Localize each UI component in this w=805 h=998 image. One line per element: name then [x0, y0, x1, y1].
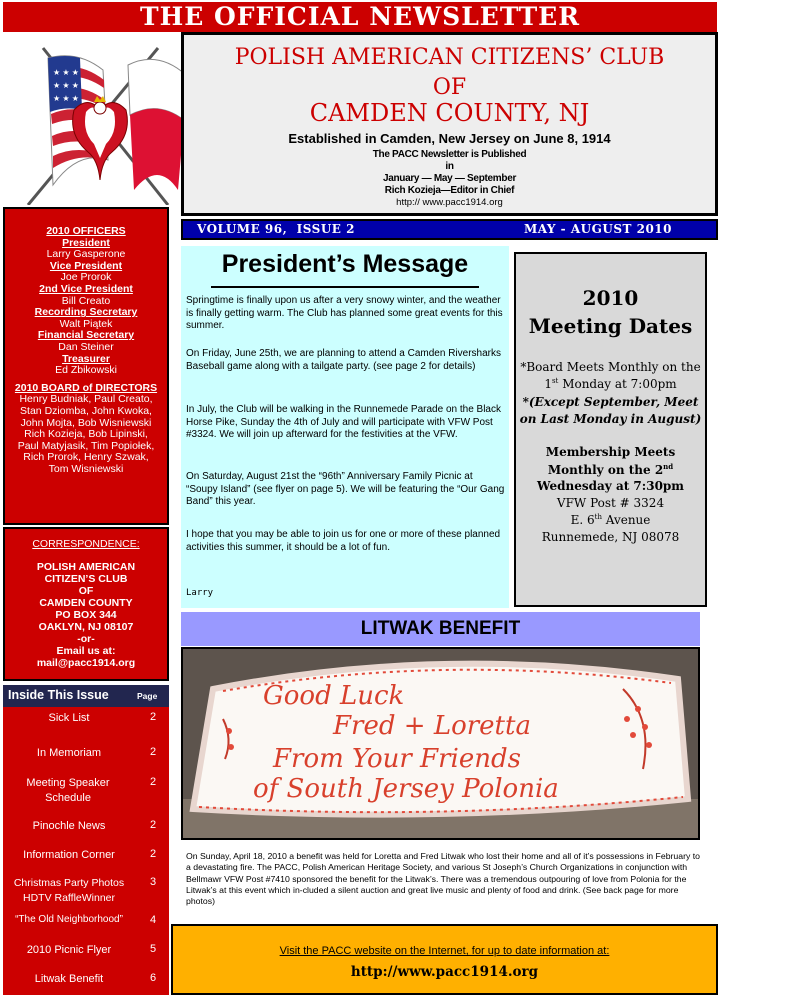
published-line-1: The PACC Newsletter is Published — [372, 149, 527, 160]
officer-name: John Mojta, Bob Wisniewski — [20, 416, 152, 429]
address-line: CAMDEN COUNTY — [39, 597, 133, 609]
toc-item-information-corner[interactable]: Information Corner — [23, 849, 115, 861]
cake-inscription: Fred + Loretta — [333, 711, 531, 741]
officer-role-heading: Financial Secretary — [37, 329, 135, 342]
published-line-2: in — [445, 161, 454, 172]
inside-page-label: Page — [137, 691, 158, 701]
toc-item-old-neighborhood[interactable]: “The Old Neighborhood” — [15, 914, 123, 925]
volume-issue: VOLUME 96, ISSUE 2 — [197, 222, 355, 236]
address-line: OF — [78, 585, 94, 597]
presidents-message-title: President’s Message — [221, 250, 469, 278]
address-line: CITIZEN’S CLUB — [44, 573, 128, 585]
message-paragraph: Springtime is finally upon us after a very snowy winter, and the weather is finally getting warm. The Club has planned some great events for this summer. — [186, 295, 503, 331]
toc-item-litwak-benefit[interactable]: Litwak Benefit — [34, 973, 104, 985]
cake-inscription: From Your Friends — [273, 744, 521, 774]
address-line: OAKLYN, NJ 08107 — [38, 621, 134, 633]
litwak-caption: On Sunday, April 18, 2010 a benefit was held for Loretta and Fred Litwak who lost their home and all of it’s possessions in February to a devastating fire. The PACC, Polish American Heritage Society, and various St Joseph’s Church Organizations in conjunction with Bellmawr VFW Post #7410 sponsored the benefit for the Litwak’s. There was a tremendous outpouring of love from Polonia for the Litwak’s at this event which in-cluded a silent auction and great live music and plenty of food and drink. (See back page for more photos) — [186, 851, 700, 907]
officer-name: Tom Wisniewski — [48, 462, 124, 475]
toc-item-meeting-speaker[interactable]: Meeting Speaker Schedule — [26, 777, 110, 804]
litwak-benefit-header — [181, 612, 700, 646]
correspondence-address — [5, 561, 167, 669]
officer-role-heading: 2010 OFFICERS — [46, 225, 126, 237]
editor-line: Rich Kozieja—Editor in Chief — [384, 185, 515, 196]
address-line: PO BOX 344 — [55, 609, 117, 621]
inside-this-issue-panel — [3, 685, 169, 995]
newsletter-banner — [3, 2, 717, 32]
cake-photo — [181, 647, 700, 840]
flags-emblem-image — [8, 40, 193, 205]
membership-line-3: Wednesday at 7:30pm — [536, 479, 685, 493]
toc-page: 5 — [149, 943, 157, 955]
crossed-flags-icon — [8, 40, 193, 205]
meeting-year: 2010 — [582, 286, 639, 310]
message-paragraph: On Saturday, August 21st the “96th” Anniversary Family Picnic at “Soupy Island” (see flyer on page 5). We will be featuring the “Our Gang Band” this year. — [186, 471, 505, 507]
membership-line-1: Membership Meets — [545, 445, 676, 459]
toc-page: 2 — [149, 711, 157, 723]
officer-name: Walt Piątek — [59, 317, 113, 330]
toc-item-pinochle[interactable]: Pinochle News — [32, 820, 106, 832]
membership-line-2: Monthly on the 2nd — [547, 462, 674, 477]
header-website-link[interactable]: http:// www.pacc1914.org — [396, 197, 503, 208]
toc-page: 2 — [149, 819, 157, 831]
officer-name: Dan Steiner — [58, 340, 114, 353]
footer-website-link[interactable]: http://www.pacc1914.org — [350, 964, 539, 980]
officer-name: Rich Kozieja, Bob Lipinski, — [24, 428, 148, 441]
toc-item-picnic-flyer[interactable]: 2010 Picnic Flyer — [26, 944, 112, 956]
toc-page: 2 — [149, 746, 157, 758]
banner-title: THE OFFICIAL NEWSLETTER — [139, 2, 581, 31]
officer-role-heading: Treasurer — [62, 352, 110, 365]
toc-item-sick-list[interactable]: Sick List — [48, 712, 90, 724]
litwak-title: LITWAK BENEFIT — [360, 618, 521, 639]
svg-text:★ ★ ★: ★ ★ ★ — [53, 81, 79, 90]
board-line-2: 1st Monday at 7:00pm — [544, 377, 677, 391]
address-line: POLISH AMERICAN — [36, 561, 136, 573]
inside-header — [3, 685, 169, 707]
toc-page: 2 — [149, 776, 157, 788]
toc-page: 4 — [149, 914, 157, 926]
footer-visit-text: Visit the PACC website on the Internet, for up to date information at: — [279, 945, 610, 957]
published-months: January — May — September — [382, 173, 517, 184]
officer-role-heading: 2010 BOARD of DIRECTORS — [14, 381, 158, 394]
club-name-of: OF — [432, 75, 467, 100]
toc-page: 6 — [149, 972, 157, 984]
title-underline — [211, 286, 479, 288]
inside-title: Inside This Issue — [8, 688, 109, 702]
officer-role-heading: Vice President — [49, 259, 123, 272]
officer-role-heading: President — [62, 236, 110, 249]
meeting-dates-panel — [514, 252, 707, 607]
officer-name: Stan Dziomba, John Kwoka, — [20, 404, 152, 417]
cake-inscription: Good Luck — [263, 681, 405, 711]
volume-issue-bar — [181, 219, 718, 240]
cake-image — [183, 649, 698, 838]
officer-role-heading: 2nd Vice President — [39, 282, 133, 295]
message-paragraph: On Friday, June 25th, we are planning to attend a Camden Riversharks Baseball game along with a tailgate party. (see page 2 for details) — [186, 348, 501, 372]
presidents-message — [181, 246, 509, 608]
toc-page: 2 — [149, 848, 157, 860]
svg-text:★ ★ ★: ★ ★ ★ — [53, 68, 79, 77]
board-line-1: *Board Meets Monthly on the — [520, 360, 701, 374]
cake-inscription: of South Jersey Polonia — [253, 774, 559, 804]
correspondence-title: CORRESPONDENCE: — [32, 538, 140, 550]
officers-list — [5, 209, 167, 475]
meeting-dates-title: Meeting Dates — [528, 314, 693, 338]
except-line-2: on Last Monday in August) — [519, 412, 702, 426]
officer-name: Joe Prorok — [60, 271, 112, 284]
location-line-2: E. 6th Avenue — [570, 513, 651, 527]
website-footer — [171, 924, 718, 995]
club-county: CAMDEN COUNTY, NJ — [309, 99, 590, 127]
message-paragraph: I hope that you may be able to join us for one or more of these planned activities this summer, it should be a lot of fun. — [186, 529, 501, 553]
location-line-3: Runnemede, NJ 08078 — [541, 530, 680, 544]
email-link[interactable]: mail@pacc1914.org — [36, 657, 136, 669]
officer-name: Bill Creato — [61, 294, 111, 307]
correspondence-panel — [3, 527, 169, 681]
issue-date-range: MAY - AUGUST 2010 — [523, 222, 672, 236]
established-line: Established in Camden, New Jersey on June 8, 1914 — [288, 131, 611, 146]
except-line-1: *(Except September, Meet — [522, 395, 699, 409]
toc-item-in-memoriam[interactable]: In Memoriam — [36, 747, 102, 759]
signature: Larry — [186, 588, 214, 598]
officer-name: Paul Matyjasik, Tim Popiołek, — [17, 439, 155, 452]
address-line: Email us at: — [56, 645, 116, 657]
toc-item-christmas-party[interactable]: Christmas Party Photos HDTV RaffleWinner — [13, 877, 125, 904]
svg-text:★ ★ ★: ★ ★ ★ — [53, 94, 79, 103]
toc-page: 3 — [149, 876, 157, 888]
club-name: POLISH AMERICAN CITIZENS’ CLUB — [234, 45, 665, 70]
officer-role-heading: Recording Secretary — [34, 306, 138, 319]
officer-name: Rich Prorok, Henry Szwak, — [23, 451, 149, 464]
officer-name: Ed Zbikowski — [55, 364, 117, 377]
address-line: -or- — [77, 633, 95, 645]
club-header — [181, 32, 718, 216]
officer-name: Henry Budniak, Paul Creato, — [19, 393, 153, 406]
officer-name: Larry Gasperone — [46, 248, 126, 261]
location-line-1: VFW Post # 3324 — [556, 496, 665, 510]
officers-panel — [3, 207, 169, 525]
message-paragraph: In July, the Club will be walking in the Runnemede Parade on the Black Horse Pike, Sunday the 4th of July and will participate with VFW Post #3324. We will join up afterward for the festivities at the VFW. — [186, 404, 501, 440]
